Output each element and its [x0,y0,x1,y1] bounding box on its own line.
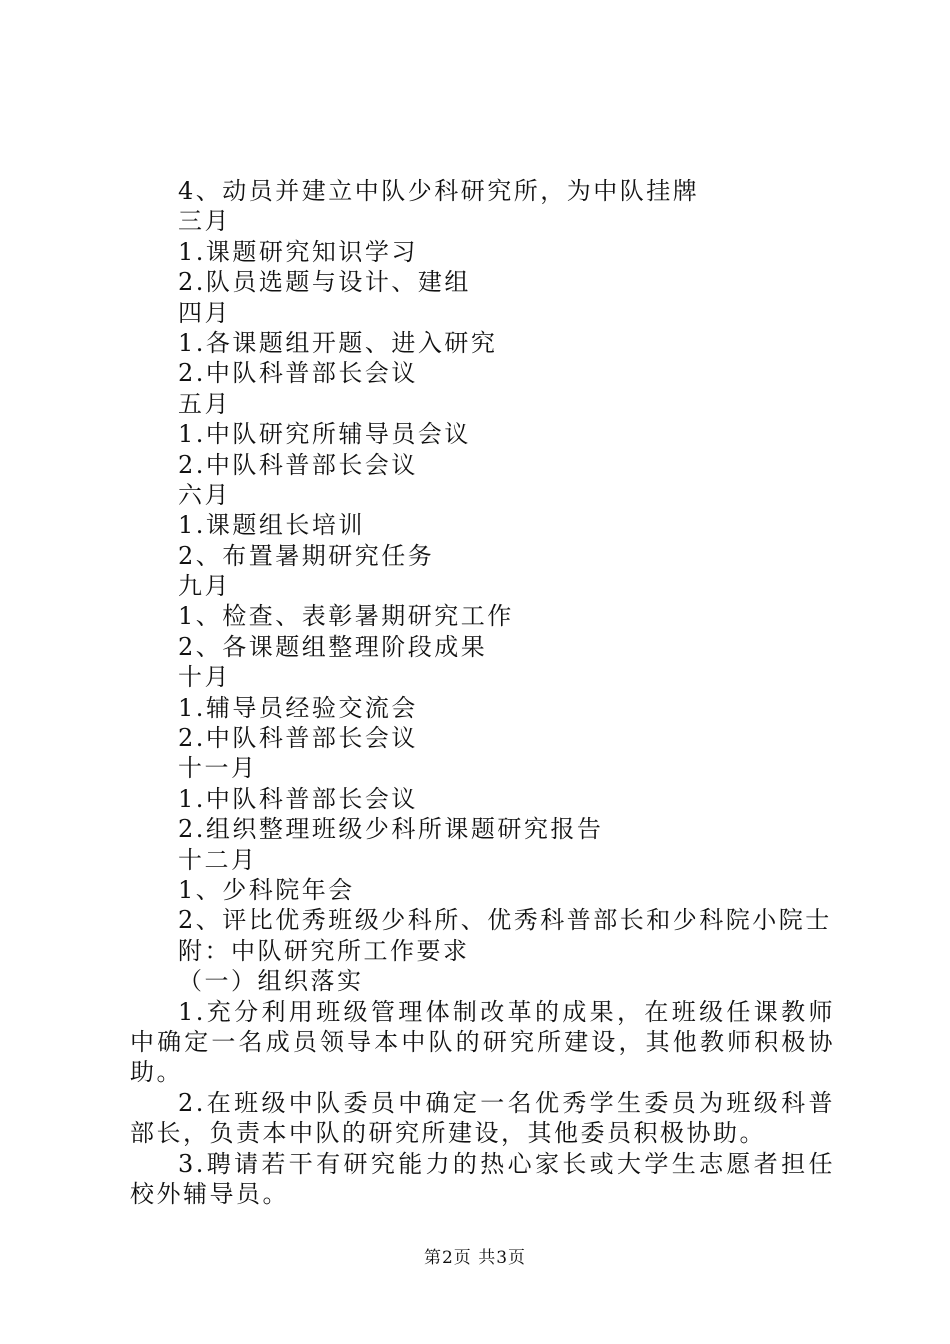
text-line: 1.中队研究所辅导员会议 [178,420,471,449]
text-line: 1.各课题组开题、进入研究 [178,328,498,357]
month-heading: 十月 [178,663,231,692]
document-body [130,176,835,1209]
text-line: 4、动员并建立中队少科研究所，为中队挂牌 [178,177,700,205]
text-line: 2.中队科普部长会议 [178,450,418,479]
text-line: 2.队员选题与设计、建组 [178,268,471,297]
paragraph: 1.充分利用班级管理体制改革的成果，在班级任课教师中确定一名成员领导本中队的研究所建设，其他教师积极协助。 [130,997,835,1087]
paragraph: 2.在班级中队委员中确定一名优秀学生委员为班级科普部长，负责本中队的研究所建设，其他委员积极协助。 [130,1088,835,1148]
section-heading: （一）组织落实 [178,967,364,996]
text-line: 2、评比优秀班级少科所、优秀科普部长和少科院小院士 [178,906,832,935]
month-heading: 五月 [178,389,231,418]
text-line: 2.组织整理班级少科所课题研究报告 [178,815,604,844]
month-heading: 六月 [178,480,231,509]
appendix-heading: 附：中队研究所工作要求 [178,936,470,965]
month-heading: 四月 [178,298,231,327]
text-line: 2、布置暑期研究任务 [178,541,435,570]
text-line: 1、少科院年会 [178,875,355,904]
month-heading: 三月 [178,207,231,236]
text-line: 1.课题组长培训 [178,511,365,540]
text-line: 2.中队科普部长会议 [178,724,418,753]
month-heading: 十二月 [178,845,258,874]
text-line: 2、各课题组整理阶段成果 [178,632,488,661]
month-heading: 九月 [178,572,231,601]
text-line: 2.中队科普部长会议 [178,359,418,388]
paragraph: 3.聘请若干有研究能力的热心家长或大学生志愿者担任校外辅导员。 [130,1149,835,1208]
text-line: 1.辅导员经验交流会 [178,693,418,722]
text-line: 1.中队科普部长会议 [178,784,418,813]
text-line: 1、检查、表彰暑期研究工作 [178,602,514,631]
text-line: 1.课题研究知识学习 [178,237,418,266]
page-footer: 第2页 共3页 [423,1248,527,1268]
month-heading: 十一月 [178,754,258,783]
